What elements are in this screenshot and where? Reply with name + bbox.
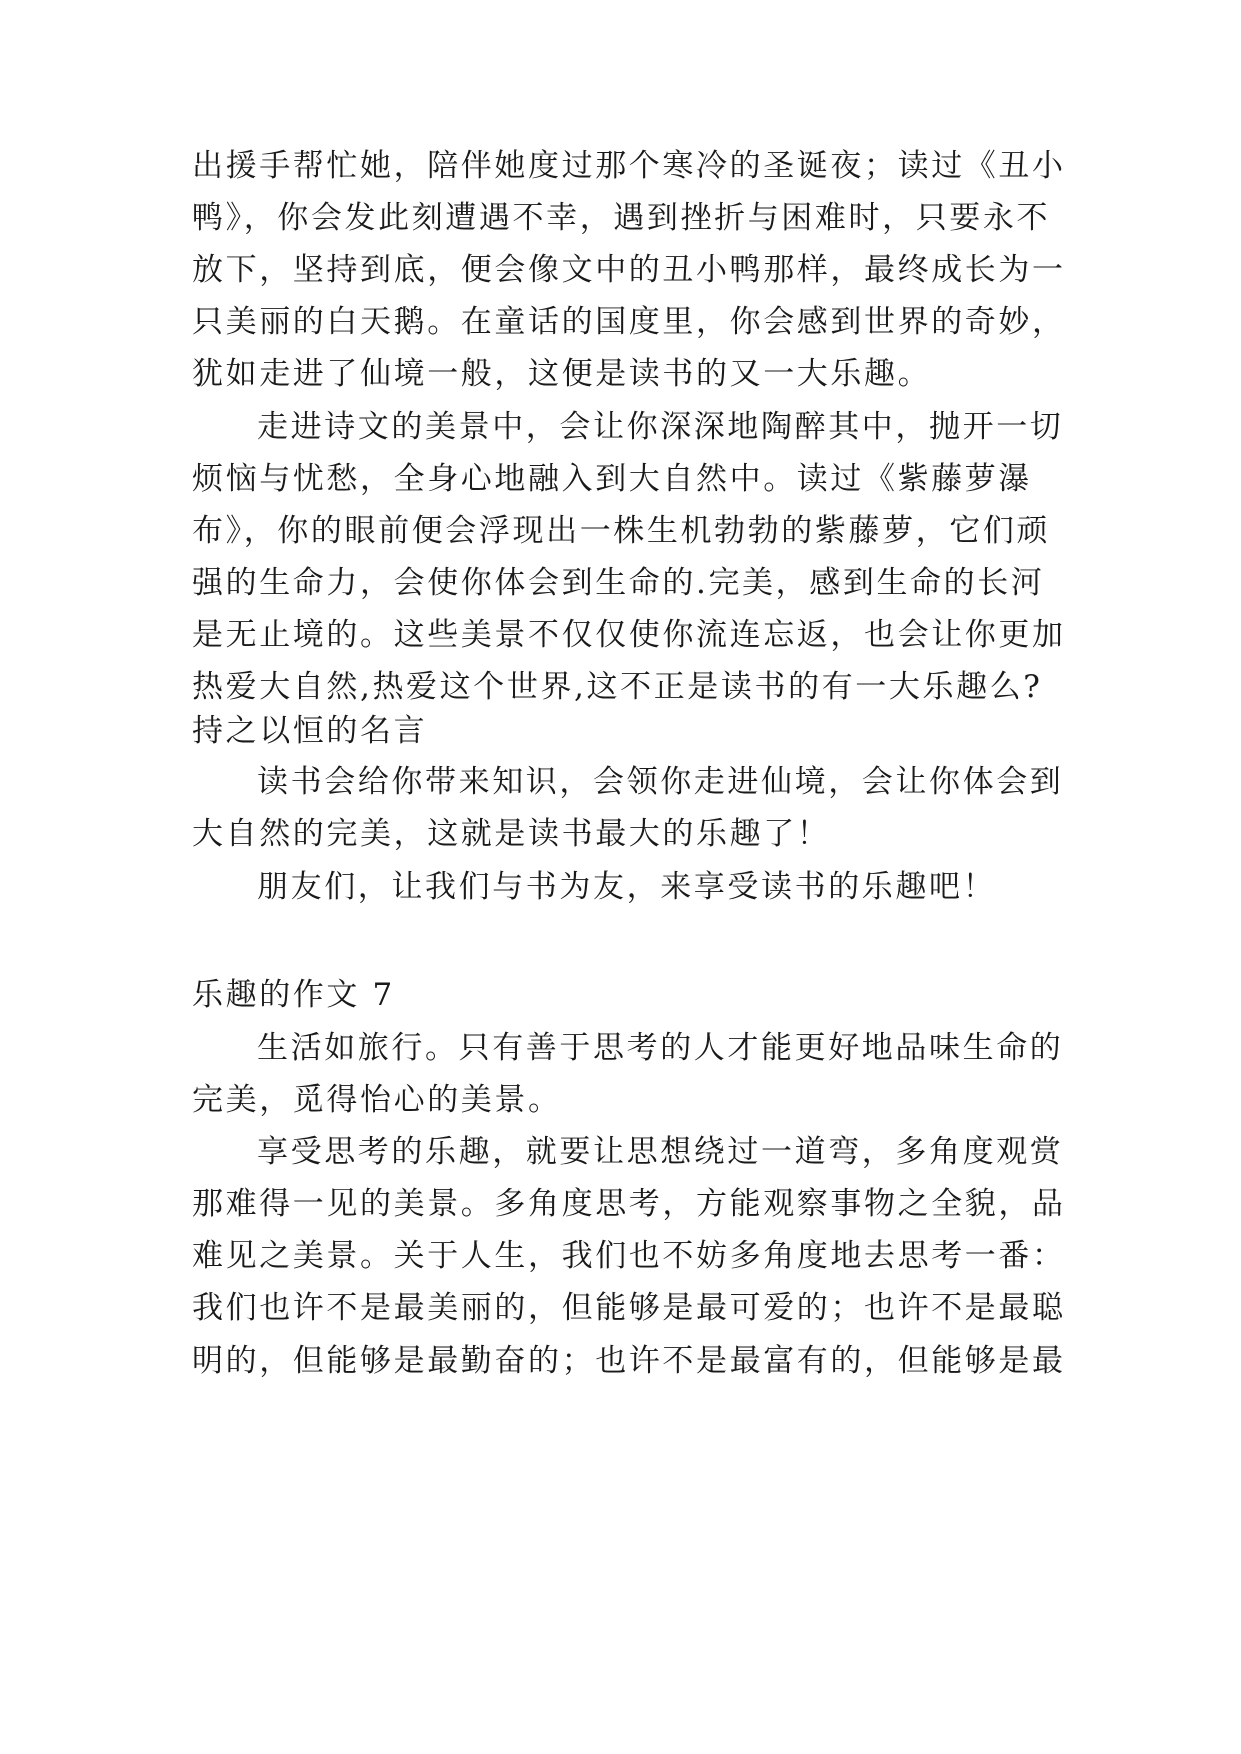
text-line: 明的，但能够是最勤奋的；也许不是最富有的，但能够是最 bbox=[192, 1343, 1066, 1379]
paragraph-first-line: 朋友们，让我们与书为友，来享受读书的乐趣吧！ bbox=[257, 869, 997, 905]
paragraph-first-line: 读书会给你带来知识，会领你走进仙境，会让你体会到 bbox=[257, 764, 1064, 800]
text-line: 持之以恒的名言 bbox=[192, 713, 428, 749]
paragraph-first-line: 走进诗文的美景中，会让你深深地陶醉其中，抛开一切 bbox=[257, 409, 1064, 445]
text-line: 放下，坚持到底，便会像文中的丑小鸭那样，最终成长为一 bbox=[192, 252, 1066, 288]
text-line: 鸭》，你会发此刻遭遇不幸，遇到挫折与困难时，只要永不 bbox=[192, 200, 1051, 236]
text-line: 难见之美景。关于人生，我们也不妨多角度地去思考一番： bbox=[192, 1238, 1066, 1274]
text-line: 热爱大自然,热爱这个世界,这不正是读书的有一大乐趣么? bbox=[192, 669, 1043, 705]
text-line: 犹如走进了仙境一般，这便是读书的又一大乐趣。 bbox=[192, 356, 932, 392]
text-line: 那难得一见的美景。多角度思考，方能观察事物之全貌，品 bbox=[192, 1186, 1066, 1222]
text-line: 只美丽的白天鹅。在童话的国度里，你会感到世界的奇妙， bbox=[192, 304, 1066, 340]
text-line: 我们也许不是最美丽的，但能够是最可爱的；也许不是最聪 bbox=[192, 1290, 1066, 1326]
paragraph-first-line: 享受思考的乐趣，就要让思想绕过一道弯，多角度观赏 bbox=[257, 1134, 1064, 1170]
text-line: 完美，觅得怡心的美景。 bbox=[192, 1082, 562, 1118]
text-line: 出援手帮忙她，陪伴她度过那个寒冷的圣诞夜；读过《丑小 bbox=[192, 148, 1066, 184]
paragraph-first-line: 生活如旅行。只有善于思考的人才能更好地品味生命的 bbox=[257, 1030, 1064, 1066]
text-line: 大自然的完美，这就是读书最大的乐趣了！ bbox=[192, 816, 831, 852]
text-line: 布》，你的眼前便会浮现出一株生机勃勃的紫藤萝，它们顽 bbox=[192, 513, 1051, 549]
text-line: 是无止境的。这些美景不仅仅使你流连忘返，也会让你更加 bbox=[192, 617, 1066, 653]
section-heading: 乐趣的作文 7 bbox=[192, 977, 395, 1013]
text-line: 强的生命力，会使你体会到生命的.完美，感到生命的长河 bbox=[192, 565, 1045, 601]
text-line: 烦恼与忧愁，全身心地融入到大自然中。读过《紫藤萝瀑 bbox=[192, 461, 1032, 497]
